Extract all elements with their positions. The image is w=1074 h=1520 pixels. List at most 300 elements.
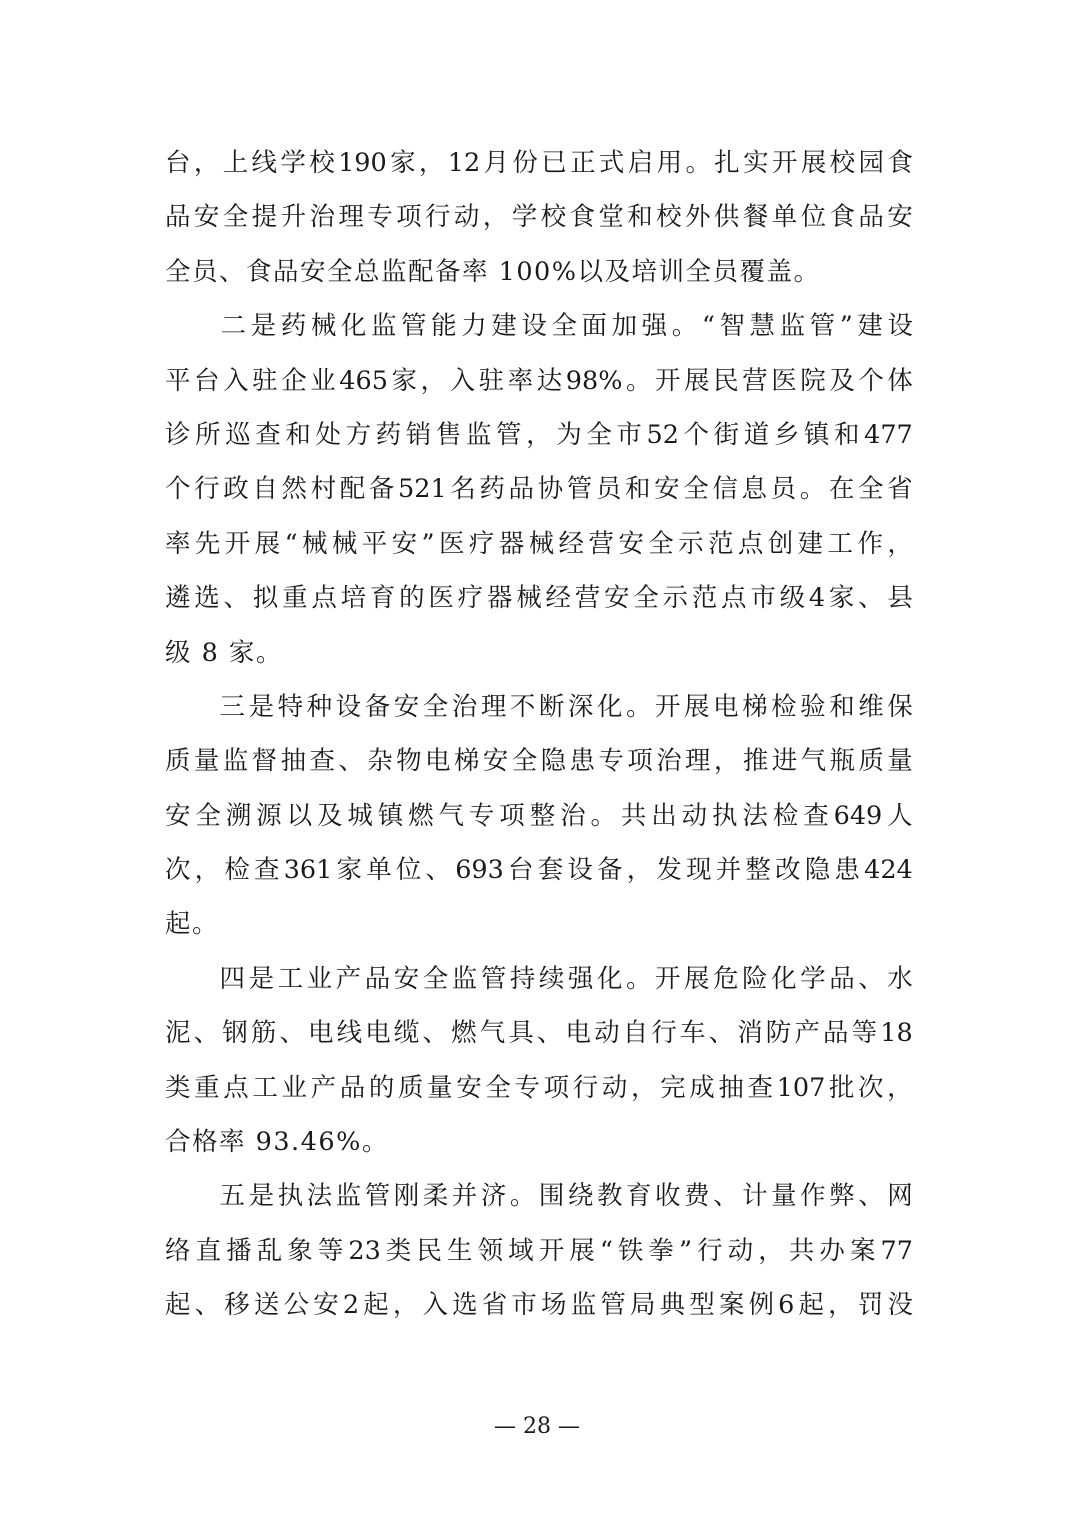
text-token: 治 <box>451 691 478 722</box>
text-token: 全 <box>683 474 709 505</box>
text-token: 安 <box>393 691 420 722</box>
text-token: 柔 <box>422 1181 449 1212</box>
text-line: 起。 <box>165 909 220 940</box>
text-token: 公 <box>283 1290 310 1321</box>
text-token: ， <box>626 855 653 886</box>
text-token: 器 <box>486 583 513 614</box>
text-token: 行 <box>572 1072 599 1103</box>
text-token: 验 <box>800 691 826 722</box>
text-token: ， <box>194 855 221 886</box>
text-token: 动 <box>601 1072 628 1103</box>
text-token: 设 <box>335 691 362 722</box>
text-token: 是 <box>248 963 275 994</box>
text-line: 级 8 家。 <box>165 637 283 668</box>
text-token: 649 <box>833 800 883 831</box>
text-token: 入 <box>223 365 249 396</box>
text-token: 药 <box>375 419 402 450</box>
text-token: 工 <box>277 963 304 994</box>
text-token: 络 <box>165 1235 191 1266</box>
text-token: 品 <box>858 202 884 233</box>
text-token: 自 <box>622 1018 649 1049</box>
text-token: 化 <box>340 311 367 342</box>
text-token: 开 <box>771 148 798 178</box>
text-token: 械 <box>310 311 337 342</box>
text-token: 点 <box>223 1072 249 1103</box>
text-line <box>165 1224 913 1278</box>
text-token: 重 <box>282 583 308 614</box>
text-token: 产 <box>335 963 362 994</box>
text-token: 台 <box>165 148 191 178</box>
text-token: 已 <box>541 148 567 178</box>
text-token: 和 <box>834 419 860 450</box>
text-token: 作 <box>857 528 883 559</box>
text-token: 份 <box>512 148 538 178</box>
text-token: 是 <box>248 691 275 722</box>
text-token: 家 <box>828 583 855 614</box>
text-token: 象 <box>287 1235 313 1266</box>
text-token: 直 <box>195 1235 222 1266</box>
text-token: 建 <box>491 311 517 342</box>
text-token: 18 <box>880 1018 913 1049</box>
text-token: 罚 <box>857 1290 884 1321</box>
text-token: 位 <box>395 855 422 886</box>
text-token: 。 <box>590 800 616 831</box>
text-token: 查 <box>309 746 335 777</box>
text-token: 患 <box>834 855 860 886</box>
text-token: 瓶 <box>829 746 855 777</box>
text-token: 查 <box>255 419 281 450</box>
text-token: 乱 <box>256 1235 283 1266</box>
text-token: 安 <box>482 746 509 777</box>
text-token: 校 <box>309 148 335 178</box>
text-token: 量 <box>193 746 220 777</box>
text-token: 化 <box>596 963 623 994</box>
text-token: 和 <box>285 419 311 450</box>
text-line <box>165 136 913 190</box>
text-token: 抽 <box>718 1072 744 1103</box>
text-token: 477 <box>864 419 913 450</box>
text-token <box>165 1169 216 1223</box>
text-token: 、 <box>422 1018 448 1049</box>
text-token: 四 <box>219 963 246 994</box>
text-token: 和 <box>829 691 855 722</box>
text-token: 安 <box>313 1290 339 1321</box>
text-token: 管 <box>496 419 522 450</box>
text-token: 筋 <box>250 1018 277 1049</box>
text-token: ， <box>392 1290 419 1321</box>
text-token: 气 <box>479 1018 506 1049</box>
text-token: 推 <box>742 746 769 777</box>
text-token: 药 <box>479 474 505 505</box>
text-token: 。 <box>625 365 652 396</box>
text-token: 入 <box>422 1290 448 1321</box>
text-token: 局 <box>629 1290 656 1321</box>
text-token: “ <box>284 528 298 559</box>
text-token: 管 <box>809 311 836 342</box>
text-token: 单 <box>366 855 392 886</box>
text-token: 溯 <box>225 800 252 831</box>
text-token: 营 <box>588 528 614 559</box>
text-token: 改 <box>775 855 801 886</box>
text-token: 平 <box>361 528 388 559</box>
text-token: 气 <box>438 800 465 831</box>
text-token: 执 <box>277 1181 304 1212</box>
text-token: ” <box>839 311 853 342</box>
text-token: 例 <box>748 1290 775 1321</box>
text-token: 率 <box>507 365 534 396</box>
text-token: 动 <box>594 1018 620 1049</box>
text-token: 院 <box>800 365 826 396</box>
text-token: 全 <box>422 691 449 722</box>
text-token <box>165 952 216 1006</box>
text-token: 持 <box>509 963 536 994</box>
text-token: 正 <box>570 148 596 178</box>
text-token: 质 <box>398 1072 424 1103</box>
text-token: 园 <box>858 148 885 178</box>
text-token: 465 <box>339 365 388 396</box>
text-token: 52 <box>646 419 679 450</box>
text-token: 个 <box>683 419 710 450</box>
text-token: 行 <box>651 1018 677 1049</box>
text-token: 专 <box>598 746 624 777</box>
text-token: 品 <box>823 1018 849 1049</box>
text-token: 入 <box>449 365 476 396</box>
text-token: 加 <box>611 311 638 342</box>
text-token: 配 <box>339 474 366 505</box>
text-token: 在 <box>828 474 855 505</box>
text-token: 村 <box>310 474 337 505</box>
text-token: 。 <box>671 311 698 342</box>
text-token: 单 <box>771 202 798 233</box>
text-token: 计 <box>742 1181 768 1212</box>
text-token: 乡 <box>773 419 800 450</box>
text-token: 、 <box>858 583 884 614</box>
text-token: 营 <box>742 365 768 396</box>
text-token: 济 <box>480 1181 507 1212</box>
text-token: 动 <box>727 1235 754 1266</box>
text-token: 电 <box>308 1018 334 1049</box>
text-token: 食 <box>569 202 595 233</box>
text-token: 学 <box>511 202 538 233</box>
paragraph-start-line <box>165 1169 913 1223</box>
text-token: 共 <box>788 1235 815 1266</box>
text-token: ， <box>418 148 445 178</box>
text-token: 生 <box>447 1235 473 1266</box>
text-token: 扎 <box>714 148 740 178</box>
text-token: 、 <box>193 1018 220 1049</box>
text-token: 员 <box>770 474 797 505</box>
text-token: 源 <box>256 800 282 831</box>
text-token: 教 <box>596 1181 623 1212</box>
text-token: 政 <box>223 474 249 505</box>
text-token: ， <box>887 528 913 559</box>
text-line: 全员、食品安全总监配备率 100%以及培训全员覆盖。 <box>165 256 821 287</box>
text-token: 693 <box>455 855 504 886</box>
text-token: 、 <box>713 1181 739 1212</box>
text-token: 业 <box>306 963 333 994</box>
text-token: 及 <box>829 365 855 396</box>
text-token: 食 <box>829 202 855 233</box>
body-text <box>165 136 913 1333</box>
text-token: 个 <box>858 365 884 396</box>
text-token: 案 <box>849 1235 876 1266</box>
text-token: 6 <box>778 1290 795 1321</box>
text-token: ， <box>193 148 220 178</box>
text-token: 量 <box>771 1181 797 1212</box>
text-token: 建 <box>857 311 883 342</box>
text-token: 质 <box>165 746 191 777</box>
text-token: 平 <box>165 365 191 396</box>
text-token: 断 <box>538 691 565 722</box>
text-token: 镇 <box>803 419 830 450</box>
text-token: 食 <box>887 148 913 178</box>
text-token: 整 <box>529 800 556 831</box>
text-token: 安 <box>165 800 191 831</box>
text-token: ， <box>887 1072 913 1103</box>
text-token: 名 <box>450 474 476 505</box>
text-token: 息 <box>741 474 768 505</box>
text-token: 工 <box>827 528 854 559</box>
text-token: 培 <box>340 583 367 614</box>
text-token: 品 <box>339 1072 366 1103</box>
text-token: 安 <box>618 528 644 559</box>
paragraph-start-line <box>165 299 913 353</box>
text-token: 成 <box>689 1072 715 1103</box>
text-token: 安 <box>393 963 420 994</box>
text-token: 药 <box>280 311 307 342</box>
text-token: 监 <box>570 1290 597 1321</box>
text-token: 省 <box>887 474 913 505</box>
text-token: 二 <box>220 311 247 342</box>
text-token: 的 <box>399 583 425 614</box>
text-token: 泥 <box>165 1018 191 1049</box>
text-token: 全 <box>222 202 249 233</box>
text-token: 品 <box>829 963 855 994</box>
text-token: 气 <box>800 746 827 777</box>
text-token: 域 <box>508 1235 534 1266</box>
text-token: 智 <box>719 311 745 342</box>
page-number: — 28 — <box>494 1414 580 1439</box>
text-token: 。 <box>509 1181 536 1212</box>
text-line <box>165 843 913 897</box>
text-token: 收 <box>655 1181 681 1212</box>
text-token: 类 <box>165 1072 191 1103</box>
text-token: 三 <box>219 691 246 722</box>
text-token: 理 <box>338 202 364 233</box>
text-token: 行 <box>194 474 220 505</box>
text-token: 展 <box>254 528 281 559</box>
text-token: 售 <box>435 419 462 450</box>
text-token: 选 <box>452 1290 478 1321</box>
text-token: 等 <box>317 1235 344 1266</box>
text-token: 先 <box>194 528 221 559</box>
text-token: 起 <box>165 1290 191 1321</box>
text-token: 移 <box>224 1290 250 1321</box>
text-token: 全 <box>485 1072 511 1103</box>
text-token: 执 <box>712 800 738 831</box>
text-token: 安 <box>603 583 630 614</box>
text-token: 及 <box>316 800 343 831</box>
text-token: ， <box>758 1235 784 1266</box>
text-token: 堂 <box>598 202 624 233</box>
text-token: 完 <box>660 1072 686 1103</box>
text-token: 安 <box>654 474 680 505</box>
text-token: 续 <box>538 963 565 994</box>
text-token: 播 <box>226 1235 252 1266</box>
text-token: 校 <box>540 202 567 233</box>
text-token: 刚 <box>393 1181 420 1212</box>
text-token: 全 <box>858 474 884 505</box>
text-token: 患 <box>569 746 595 777</box>
text-token: 监 <box>451 963 478 994</box>
text-token: 费 <box>684 1181 710 1212</box>
text-token: 量 <box>427 1072 453 1103</box>
text-token: ” <box>679 1235 693 1266</box>
text-token: 并 <box>451 1181 478 1212</box>
text-token: 缆 <box>393 1018 420 1049</box>
text-token: 实 <box>743 148 769 178</box>
text-token: 台 <box>194 365 220 396</box>
text-token <box>165 299 216 353</box>
text-token: 物 <box>396 746 422 777</box>
text-line <box>165 571 913 625</box>
text-token: 项 <box>627 746 653 777</box>
text-token: 不 <box>509 691 536 722</box>
text-token: 方 <box>345 419 372 450</box>
text-token: 营 <box>574 583 601 614</box>
text-token: 民 <box>416 1235 442 1266</box>
text-token: 进 <box>771 746 798 777</box>
text-token: 出 <box>651 800 677 831</box>
text-token: 重 <box>194 1072 220 1103</box>
text-token: 查 <box>747 1072 774 1103</box>
text-token: 学 <box>800 963 826 994</box>
text-token: 发 <box>656 855 682 886</box>
text-token: 、 <box>425 855 452 886</box>
text-token: 械 <box>301 528 328 559</box>
text-token: “ <box>701 311 715 342</box>
text-token: 式 <box>598 148 625 178</box>
text-token: 安 <box>456 1072 482 1103</box>
text-token: 业 <box>310 365 336 396</box>
text-token: 理 <box>480 691 507 722</box>
text-token: 疗 <box>457 583 484 614</box>
text-token: 设 <box>521 311 547 342</box>
text-token: 餐 <box>742 202 769 233</box>
text-token: 提 <box>251 202 278 233</box>
text-token: 育 <box>369 583 396 614</box>
text-token: 级 <box>779 583 806 614</box>
text-token: 设 <box>567 855 593 886</box>
text-token: 升 <box>280 202 307 233</box>
text-token: 协 <box>537 474 564 505</box>
text-token: 线 <box>336 1018 363 1049</box>
text-token: 燃 <box>451 1018 477 1049</box>
text-line: 合格率 93.46%。 <box>165 1127 389 1158</box>
text-line <box>165 517 913 571</box>
text-token: 典 <box>659 1290 686 1321</box>
text-token: 类 <box>385 1235 412 1266</box>
text-token: 为 <box>556 419 582 450</box>
text-token: 起 <box>363 1290 389 1321</box>
text-token: 强 <box>567 963 594 994</box>
text-token: 供 <box>713 202 740 233</box>
text-token: 。 <box>625 963 652 994</box>
text-token: 点 <box>721 583 747 614</box>
text-token: 电 <box>425 746 451 777</box>
text-token: 工 <box>252 1072 278 1103</box>
text-token: 点 <box>737 528 764 559</box>
text-token: 产 <box>310 1072 337 1103</box>
text-token: 和 <box>627 202 653 233</box>
text-token: 拟 <box>252 583 279 614</box>
text-line <box>165 190 913 244</box>
text-token: 网 <box>887 1181 913 1212</box>
text-token: 管 <box>566 474 593 505</box>
text-line <box>165 734 913 788</box>
text-token: 然 <box>281 474 308 505</box>
text-token: 隐 <box>804 855 831 886</box>
text-token: 展 <box>684 691 710 722</box>
text-token: 医 <box>438 528 465 559</box>
text-token: 范 <box>707 528 734 559</box>
text-token: 电 <box>365 1018 391 1049</box>
text-token: 开 <box>655 691 681 722</box>
text-token: 市 <box>511 1290 537 1321</box>
text-token: 批 <box>828 1072 855 1103</box>
text-token: 检 <box>224 855 250 886</box>
text-token: 安 <box>391 528 418 559</box>
text-token: 位 <box>800 202 827 233</box>
text-token: 校 <box>656 202 682 233</box>
text-token: 361 <box>283 855 333 886</box>
paragraph-start-line <box>165 680 913 734</box>
text-token: 校 <box>829 148 856 178</box>
text-token: 领 <box>477 1235 504 1266</box>
text-token: 城 <box>347 800 373 831</box>
text-token: 查 <box>803 800 829 831</box>
text-token: 省 <box>481 1290 508 1321</box>
text-token: 、 <box>194 1290 221 1321</box>
text-token: 、 <box>279 1018 305 1049</box>
text-token: 销 <box>405 419 432 450</box>
text-token: 管 <box>600 1290 626 1321</box>
text-token: 检 <box>772 800 799 831</box>
text-token: 开 <box>655 365 681 396</box>
text-token: 弊 <box>829 1181 855 1212</box>
text-token: 法 <box>742 800 768 831</box>
text-token: 力 <box>461 311 487 342</box>
text-token: 型 <box>689 1290 715 1321</box>
text-token: 铁 <box>617 1235 644 1266</box>
text-token: 管 <box>480 963 507 994</box>
text-token: 全 <box>195 800 221 831</box>
text-token: 量 <box>887 746 913 777</box>
text-token: 并 <box>715 855 742 886</box>
text-token: 危 <box>713 963 739 994</box>
text-token: 动 <box>681 800 708 831</box>
text-token: 上 <box>222 148 249 178</box>
text-token: 梯 <box>453 746 480 777</box>
text-line <box>165 408 913 462</box>
text-token: 防 <box>765 1018 792 1049</box>
text-token: 市 <box>750 583 776 614</box>
text-token: 创 <box>767 528 794 559</box>
text-token: 家 <box>391 365 417 396</box>
text-token: 化 <box>771 963 797 994</box>
text-token: ， <box>631 1072 657 1103</box>
text-token: 率 <box>165 528 191 559</box>
